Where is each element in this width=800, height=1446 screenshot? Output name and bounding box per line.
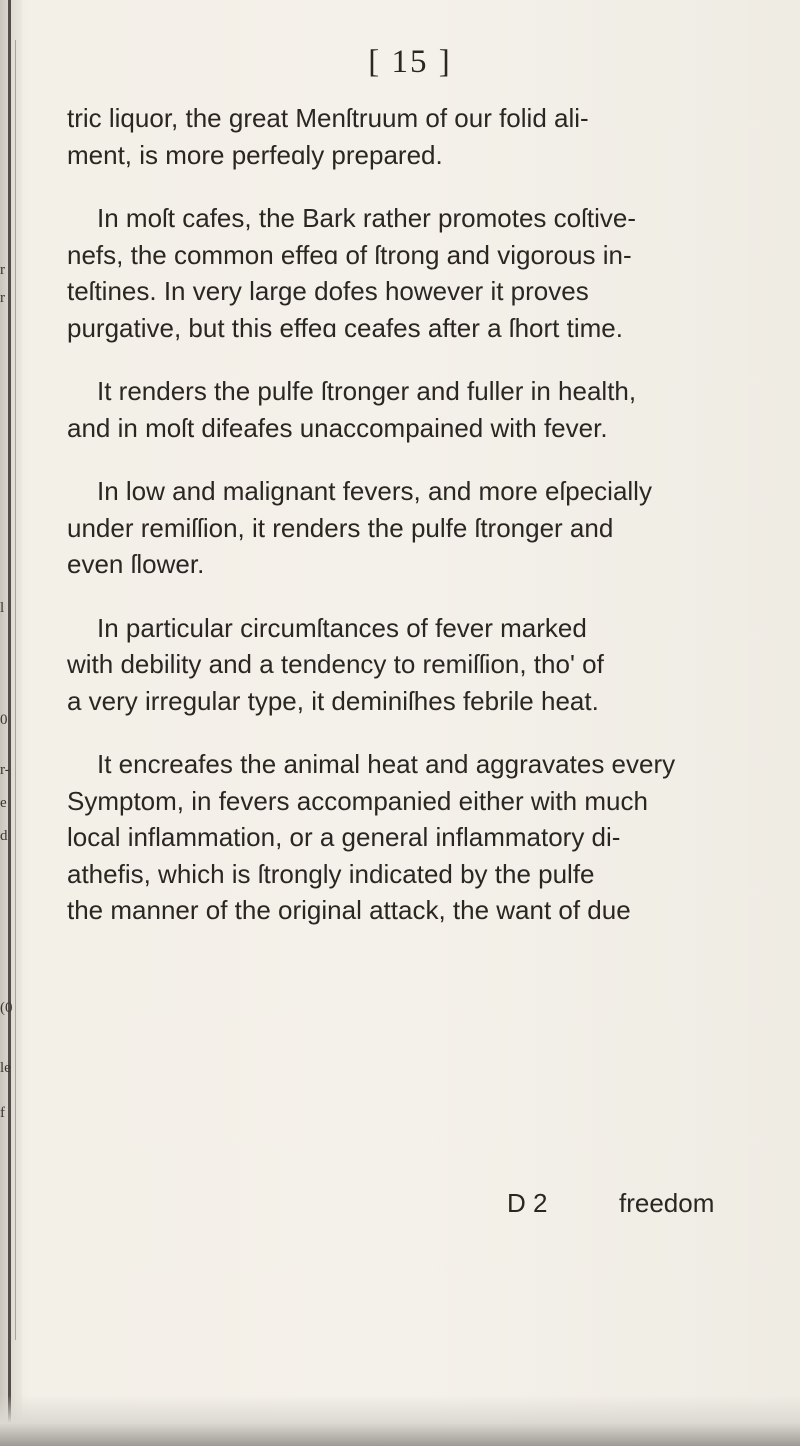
margin-mark: r [0,262,5,278]
signature-mark: D 2 [507,1188,548,1218]
margin-mark: l [0,600,5,616]
text-line: In moſt cafes, the Bark rather promotes coſtive- [97,203,636,233]
text-line: It renders the pulfe ſtronger and fuller in health, [97,376,637,406]
text-line: purgative, but this effeɑ ceafes after a ſhort time. [67,312,623,343]
paragraph [67,100,757,173]
margin-mark: r [0,290,5,306]
text-line: It encreafes the animal heat and aggravates every [97,749,676,779]
page-bottom-shadow [0,1395,800,1446]
text-line: the manner of the original attack, the want of due [67,895,631,925]
margin-mark: e [0,795,7,811]
margin-mark: (0 [0,1000,13,1016]
text-line: under remiſſion, it renders the pulfe ſtronger and [67,512,614,543]
margin-mark: f [0,1105,5,1121]
text-line: and in moſt difeafes unaccompained with fever. [67,412,608,443]
text-line: with debility and a tendency to remiſſion, tho' of [67,649,604,679]
paragraph [67,373,757,446]
catchword: freedom [619,1188,715,1218]
margin-mark: le [0,1060,11,1076]
gutter-rule [8,0,11,1446]
page-number-header: [ 15 ] [368,44,452,80]
paragraph [67,746,757,929]
text-line: even ſlower. [67,549,205,579]
text-line: athefis, which is ſtrongly indicated by the pulfe [67,858,595,889]
text-line: teſtines. In very large dofes however it proves [67,276,589,306]
paragraph [67,610,757,720]
body-text [67,100,757,956]
paragraph [67,200,757,346]
margin-mark: 0 [0,712,8,728]
text-line: local inflammation, or a general inflammatory di- [67,822,621,852]
text-line: In low and malignant fevers, and more eſpecially [97,476,652,506]
text-line: tric liquor, the great Menſtruum of our folid ali- [67,103,589,133]
margin-mark: r- [0,762,10,778]
gutter-rule-inner [15,40,16,1340]
paragraph [67,473,757,583]
text-line: Symptom, in fevers accompanied either with much [67,785,648,816]
margin-mark: d [0,828,8,844]
text-line: a very irregular type, it deminiſhes febrile heat. [67,685,599,716]
text-line: ment, is more perfeɑly prepared. [67,139,443,170]
text-line: In particular circumſtances of fever marked [97,612,587,643]
text-line: nefs, the common effeɑ of ſtrong and vigorous in- [67,239,632,270]
